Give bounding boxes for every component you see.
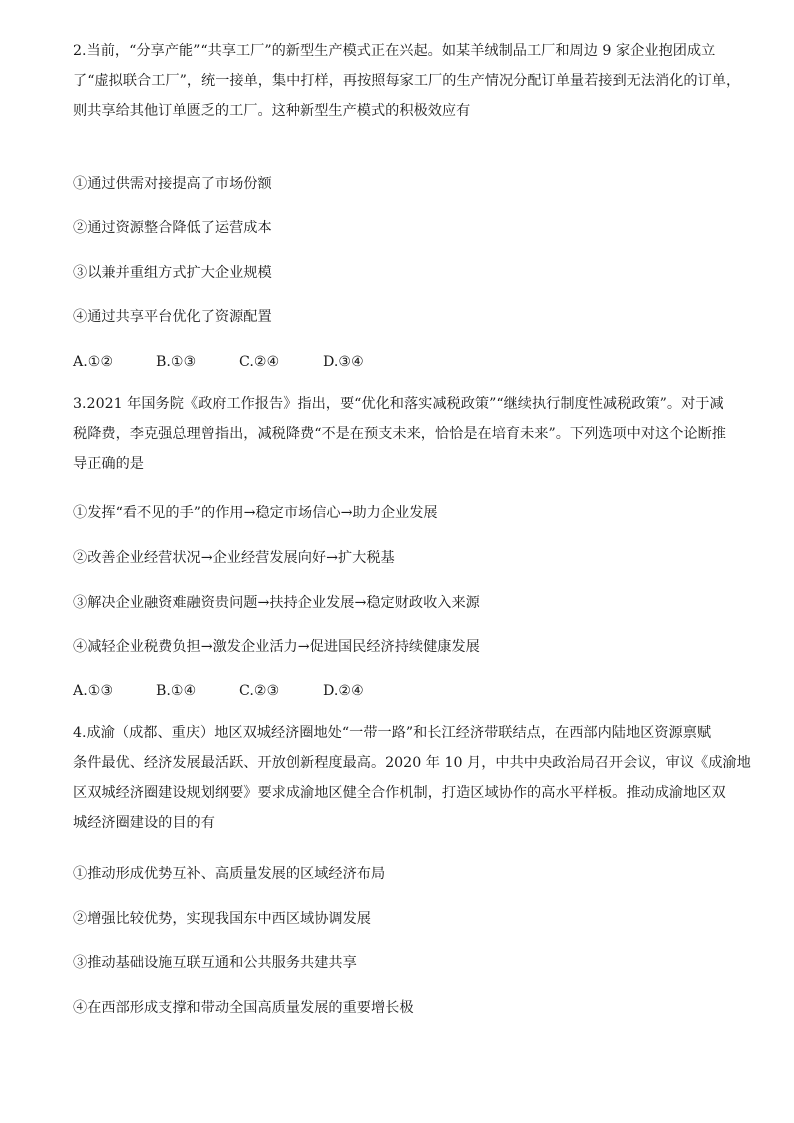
question-2-option-3: ③以兼并重组方式扩大企业规模 — [73, 265, 272, 281]
choice-c: C.②③ — [239, 683, 280, 699]
question-3-option-4: ④减轻企业税费负担→激发企业活力→促进国民经济持续健康发展 — [73, 639, 480, 655]
stem-line: 税降费，李克强总理曾指出，减税降费“不是在预支未来，恰恰是在培育未来”。下列选项中对这个论断推 — [73, 426, 726, 442]
stem-line: 导正确的是 — [73, 456, 144, 472]
stem-line: 则共享给其他订单匮乏的工厂。这种新型生产模式的积极效应有 — [73, 103, 471, 119]
question-3-stem — [73, 389, 726, 479]
choice-b: B.①④ — [156, 683, 197, 699]
question-4-option-3: ③推动基础设施互联互通和公共服务共建共享 — [73, 955, 357, 971]
question-4-option-4: ④在西部形成支撑和带动全国高质量发展的重要增长极 — [73, 1000, 414, 1016]
choice-c: C.②④ — [239, 354, 280, 370]
stem-line: 4.成渝（成都、重庆）地区双城经济圈地处“一带一路”和长江经济带联结点，在西部内陆地区资源禀赋 — [73, 725, 712, 741]
stem-line: 了“虚拟联合工厂”，统一接单，集中打样，再按照每家工厂的生产情况分配订单量若接到无法消化的订单， — [73, 73, 741, 89]
stem-line: 3.2021 年国务院《政府工作报告》指出，要“优化和落实减税政策”“继续执行制度性减税政策”。对于减 — [73, 396, 724, 412]
question-4-stem — [73, 718, 751, 838]
stem-line: 条件最优、经济发展最活跃、开放创新程度最高。2020 年 10 月，中共中央政治局召开会议，审议《成渝地 — [73, 755, 751, 771]
question-4-option-2: ②增强比较优势，实现我国东中西区域协调发展 — [73, 911, 371, 927]
question-3-choices — [73, 680, 364, 702]
question-2-option-1: ①通过供需对接提高了市场份额 — [73, 176, 272, 192]
stem-line: 2.当前，“分享产能”“共享工厂”的新型生产模式正在兴起。如某羊绒制品工厂和周边 9 家企业抱团成立 — [73, 43, 716, 59]
stem-line: 区双城经济圈建设规划纲要》要求成渝地区健全合作机制，打造区域协作的高水平样板。推动成渝地区双 — [73, 785, 726, 801]
choice-d: D.②④ — [323, 683, 364, 699]
choice-b: B.①③ — [156, 354, 197, 370]
question-3-option-3: ③解决企业融资难融资贵问题→扶持企业发展→稳定财政收入来源 — [73, 595, 480, 611]
question-2-option-4: ④通过共享平台优化了资源配置 — [73, 309, 272, 325]
choice-a: A.①② — [73, 354, 114, 370]
question-4-option-1: ①推动形成优势互补、高质量发展的区域经济布局 — [73, 866, 386, 882]
choice-d: D.③④ — [323, 354, 364, 370]
question-3-option-1: ①发挥“看不见的手”的作用→稳定市场信心→助力企业发展 — [73, 505, 438, 521]
question-2-choices — [73, 351, 364, 373]
question-2-stem — [73, 36, 741, 126]
stem-line: 城经济圈建设的目的有 — [73, 815, 215, 831]
choice-a: A.①③ — [73, 683, 114, 699]
question-3-option-2: ②改善企业经营状况→企业经营发展向好→扩大税基 — [73, 550, 395, 566]
question-2-option-2: ②通过资源整合降低了运营成本 — [73, 220, 272, 236]
